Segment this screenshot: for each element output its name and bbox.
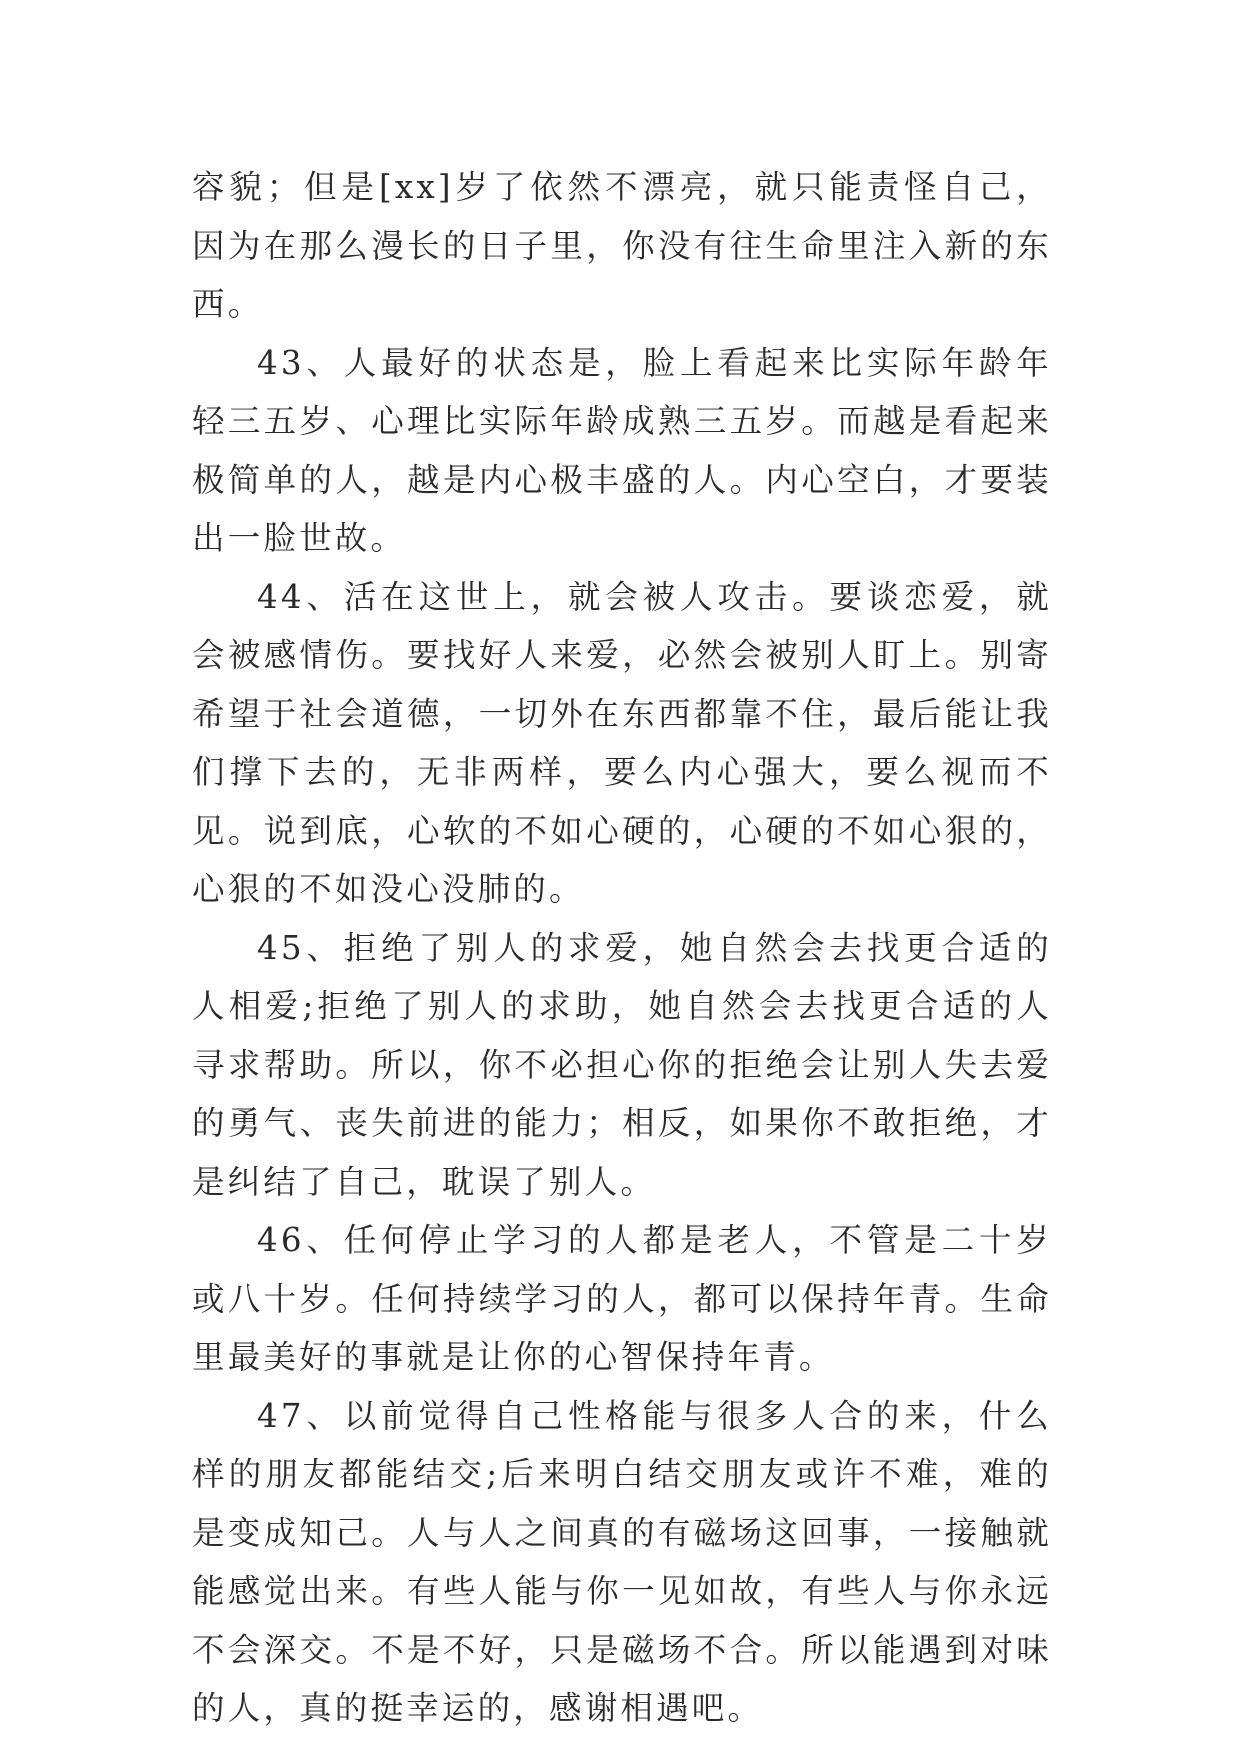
paragraph-44: 44、活在这世上，就会被人攻击。要谈恋爱，就会被感情伤。要找好人来爱，必然会被别人盯上。别寄希望于社会道德，一切外在东西都靠不住，最后能让我们撑下去的，无非两样，要么内心强大，要么视而不见。说到底，心软的不如心硬的，心硬的不如心狠的，心狠的不如没心没肺的。 [192,577,1052,908]
paragraph-continuation: 容貌；但是[xx]岁了依然不漂亮，就只能责怪自己，因为在那么漫长的日子里，你没有往生命里注入新的东西。 [192,168,1052,323]
paragraph-43: 43、人最好的状态是，脸上看起来比实际年龄年轻三五岁、心理比实际年龄成熟三五岁。而越是看起来极简单的人，越是内心极丰盛的人。内心空白，才要装出一脸世故。 [192,343,1052,557]
paragraph-47: 47、以前觉得自己性格能与很多人合的来，什么样的朋友都能结交;后来明白结交朋友或许不难，难的是变成知己。人与人之间真的有磁场这回事，一接触就能感觉出来。有些人能与你一见如故，有些人与你永远不会深交。不是不好，只是磁场不合。所以能遇到对味的人，真的挺幸运的，感谢相遇吧。 [192,1396,1052,1727]
document-body [192,158,1052,1738]
paragraph-45: 45、拒绝了别人的求爱，她自然会去找更合适的人相爱;拒绝了别人的求助，她自然会去找更合适的人寻求帮助。所以，你不必担心你的拒绝会让别人失去爱的勇气、丧失前进的能力；相反，如果你不敢拒绝，才是纠结了自己，耽误了别人。 [192,928,1052,1201]
paragraph-46: 46、任何停止学习的人都是老人，不管是二十岁或八十岁。任何持续学习的人，都可以保持年青。生命里最美好的事就是让你的心智保持年青。 [192,1221,1052,1376]
